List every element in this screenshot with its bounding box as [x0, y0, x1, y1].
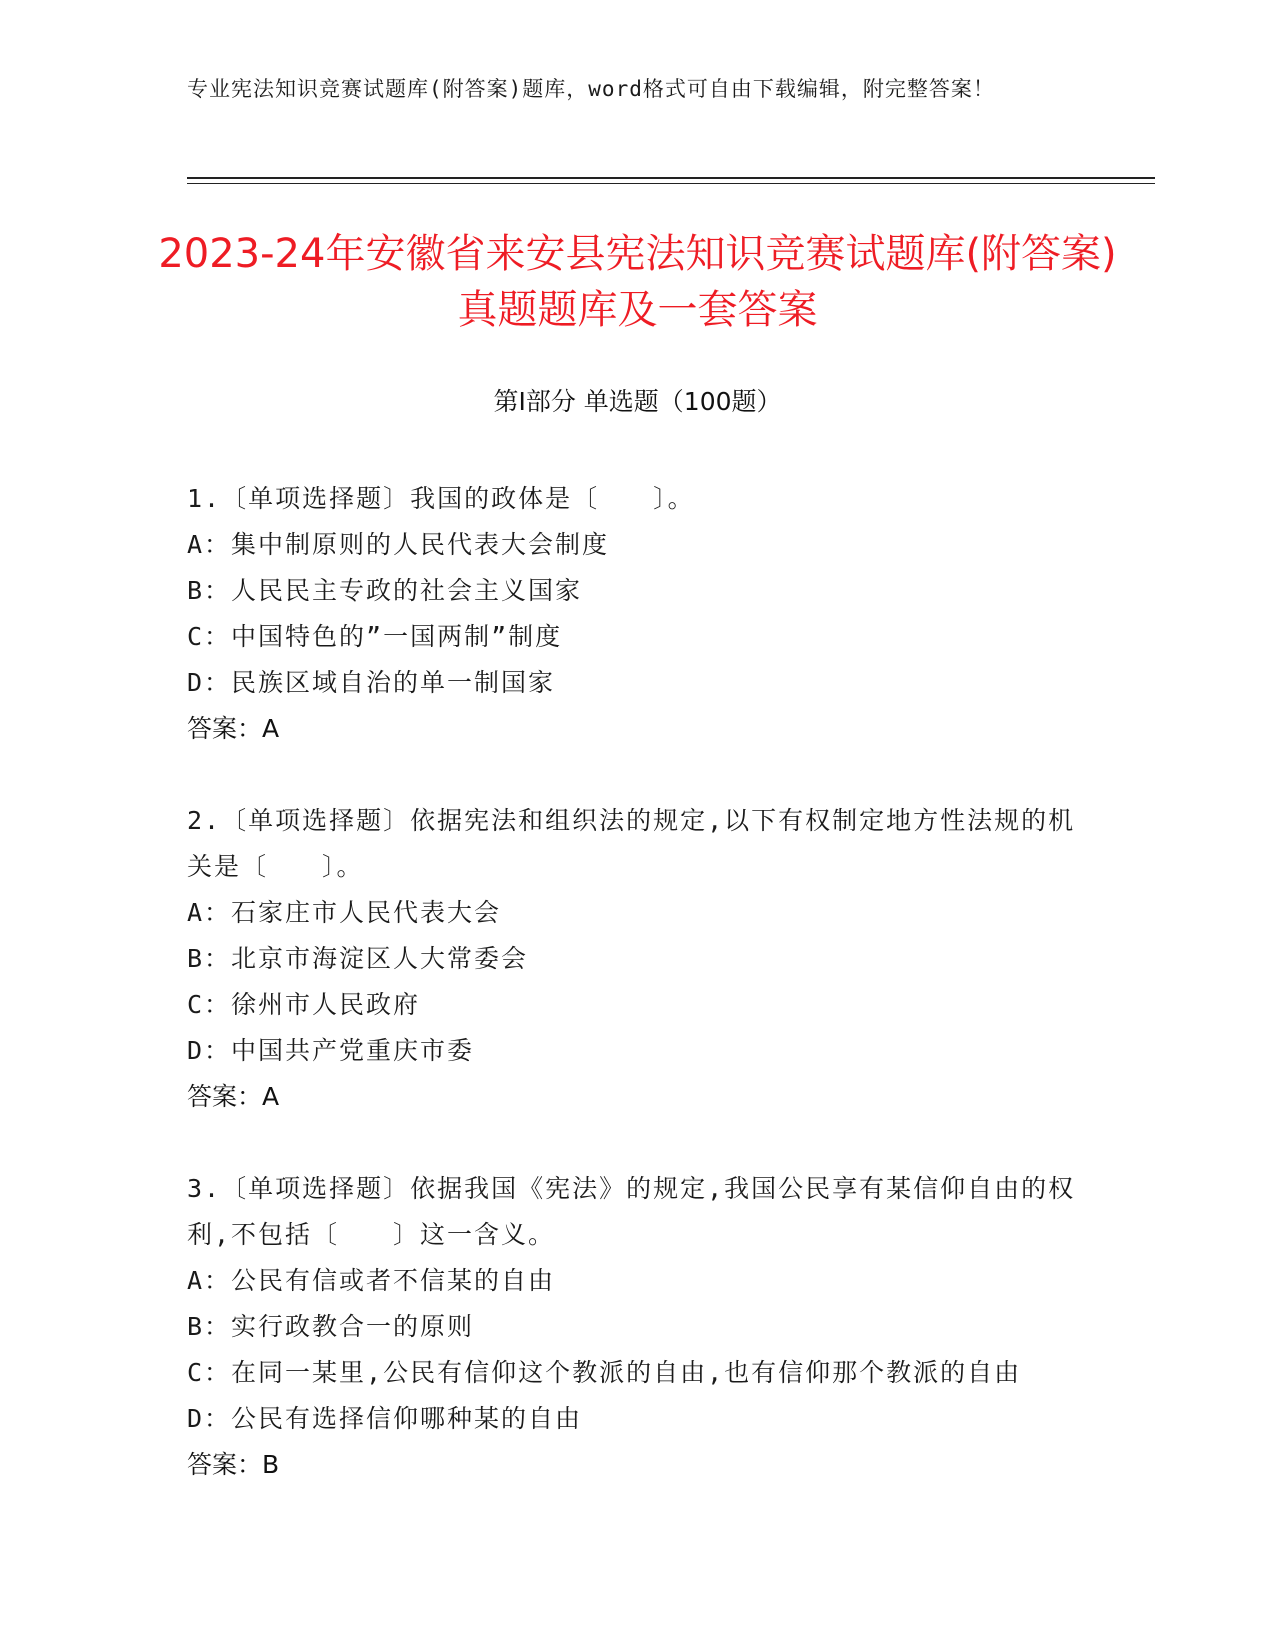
- option-c: C：中国特色的”一国两制”制度: [187, 622, 563, 651]
- question-1: [187, 476, 1087, 752]
- option-c: C：徐州市人民政府: [187, 990, 421, 1019]
- option-d: D：公民有选择信仰哪种某的自由: [187, 1404, 583, 1433]
- option-d: D：民族区域自治的单一制国家: [187, 668, 556, 697]
- section-heading: 第I部分 单选题（100题）: [493, 387, 782, 416]
- option-b: B：北京市海淀区人大常委会: [187, 944, 529, 973]
- option-a: A：集中制原则的人民代表大会制度: [187, 530, 610, 559]
- document-title: 2023-24年安徽省来安县宪法知识竞赛试题库(附答案)真题题库及一套答案: [158, 231, 1117, 333]
- header-divider-thin: [187, 183, 1155, 184]
- option-b: B：人民民主专政的社会主义国家: [187, 576, 583, 605]
- option-c: C：在同一某里,公民有信仰这个教派的自由,也有信仰那个教派的自由: [187, 1358, 1022, 1387]
- question-list: [187, 476, 1087, 1534]
- question-stem: 1.〔单项选择题〕我国的政体是〔 〕。: [187, 484, 695, 513]
- option-a: A：公民有信或者不信某的自由: [187, 1266, 556, 1295]
- answer-line: 答案：A: [187, 714, 280, 743]
- header-divider-thick: [187, 177, 1155, 179]
- option-b: B：实行政教合一的原则: [187, 1312, 475, 1341]
- header-note: 专业宪法知识竞赛试题库(附答案)题库，word格式可自由下载编辑，附完整答案！: [187, 77, 995, 101]
- question-3: [187, 1166, 1087, 1488]
- question-2: [187, 798, 1087, 1120]
- option-d: D：中国共产党重庆市委: [187, 1036, 475, 1065]
- answer-line: 答案：B: [187, 1450, 280, 1479]
- question-stem: 2.〔单项选择题〕依据宪法和组织法的规定,以下有权制定地方性法规的机关是〔 〕。: [187, 806, 1076, 881]
- answer-line: 答案：A: [187, 1082, 280, 1111]
- option-a: A：石家庄市人民代表大会: [187, 898, 502, 927]
- question-stem: 3.〔单项选择题〕依据我国《宪法》的规定,我国公民享有某信仰自由的权利,不包括〔 〕这一含义。: [187, 1174, 1076, 1249]
